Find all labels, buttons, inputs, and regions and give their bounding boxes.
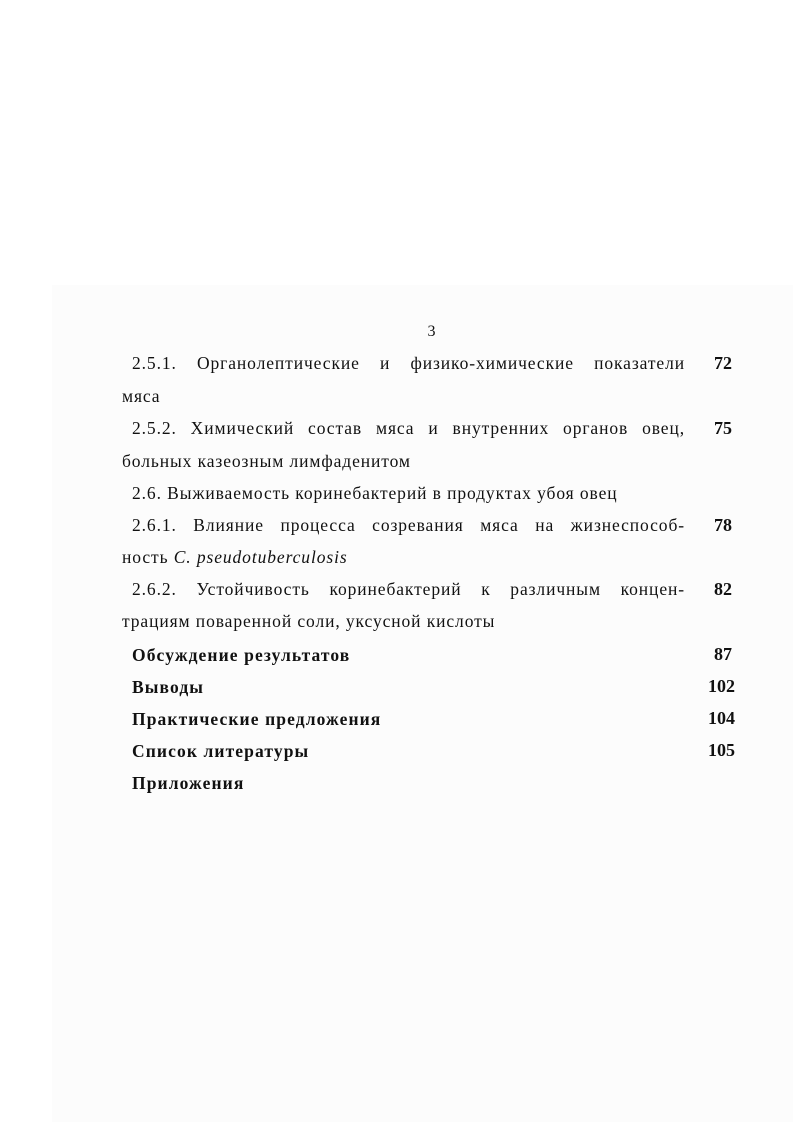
toc-entry-references-page: 105 [708, 740, 735, 760]
toc-entry-2-5-2-line1: 2.5.2. Химический состав мяса и внутренних органов овец, [132, 418, 685, 438]
toc-entry-discussion: Обсуждение результатов [132, 645, 351, 665]
toc-entry-2-6-1-line2 [122, 546, 348, 568]
toc-entry-2-6-2-line2: трациям поваренной соли, уксусной кислоты [122, 611, 496, 631]
toc-entry-2-6-1-page: 78 [714, 515, 732, 535]
page-number: 3 [427, 323, 436, 340]
toc-entry-2-6-1-line1: 2.6.1. Влияние процесса созревания мяса на жизнеспособ- [132, 515, 685, 535]
toc-entry-2-5-1-line2: мяса [122, 386, 161, 406]
toc-entry-2-6: 2.6. Выживаемость коринебактерий в продуктах убоя овец [132, 483, 618, 503]
toc-entry-conclusions: Выводы [132, 677, 205, 697]
toc-entry-2-6-1-line2-prefix: ность [122, 547, 169, 567]
toc-entry-discussion-page: 87 [714, 644, 732, 664]
toc-entry-conclusions-page: 102 [708, 676, 735, 696]
toc-entry-2-6-2-page: 82 [714, 579, 732, 599]
toc-entry-references: Список литературы [132, 741, 310, 761]
toc-entry-2-6-2-line1: 2.6.2. Устойчивость коринебактерий к различным концен- [132, 579, 685, 599]
toc-entry-practical-proposals: Практические предложения [132, 709, 382, 729]
toc-entry-2-5-1-line1: 2.5.1. Органолептические и физико-химические показатели [132, 353, 685, 373]
toc-entry-2-5-2-line2: больных казеозным лимфаденитом [122, 451, 411, 471]
toc-entry-2-6-1-species-name: C. pseudotuberculosis [173, 547, 348, 567]
toc-entry-appendices: Приложения [132, 773, 245, 793]
scan-background [52, 285, 793, 1122]
toc-entry-2-5-1-page: 72 [714, 353, 732, 373]
toc-entry-2-5-2-page: 75 [714, 418, 732, 438]
toc-entry-practical-proposals-page: 104 [708, 708, 735, 728]
